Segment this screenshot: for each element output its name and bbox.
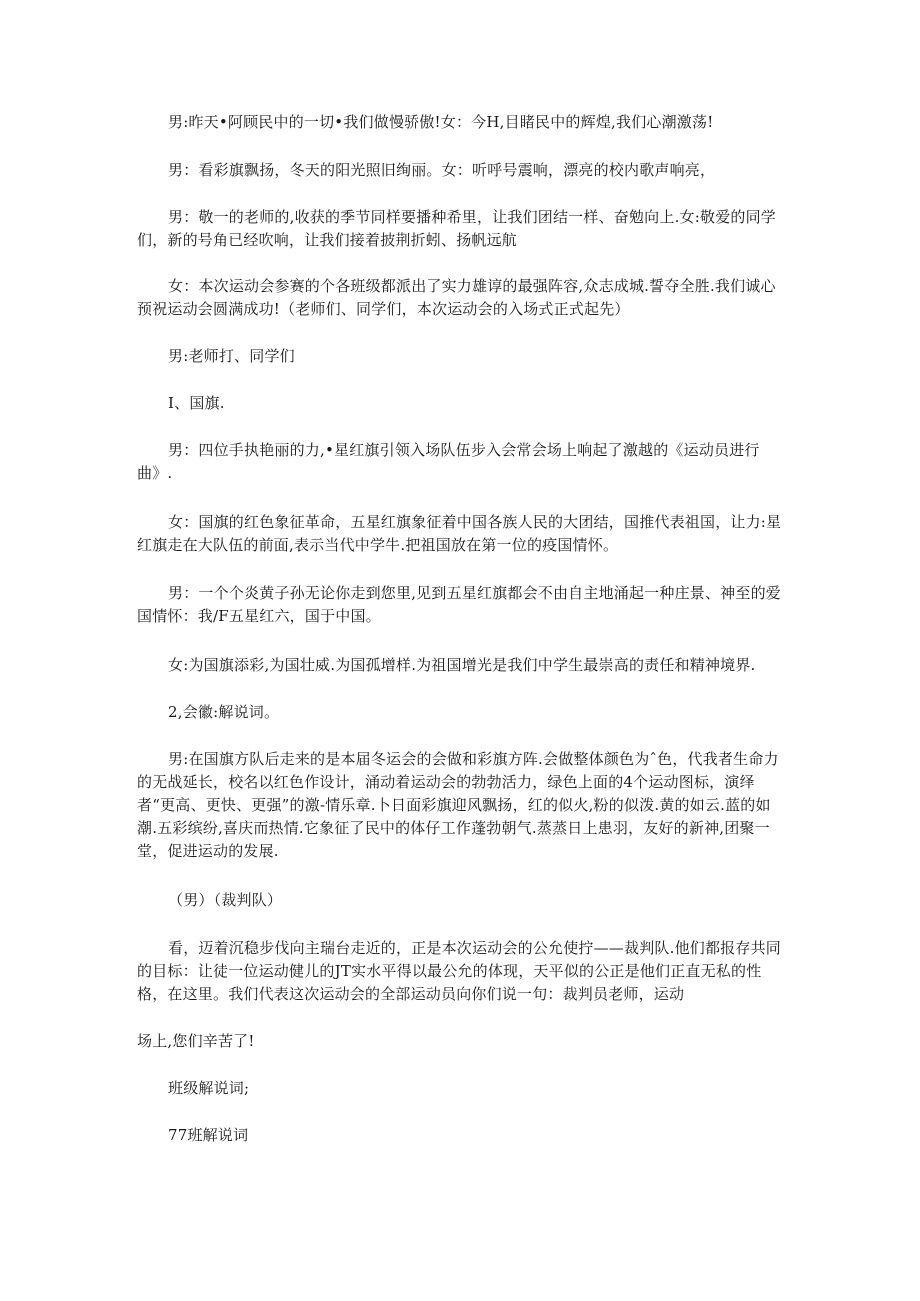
paragraph-16: 班级解说词; xyxy=(168,1079,250,1097)
paragraph-3: 男：敬一的老师的,收获的季节同样要播种希里，让我们团结一样、奋勉向上.女:敬爱的同学们，新的号角已经吹响，让我们接着披荆折蚓、扬帆远航 xyxy=(137,208,776,249)
paragraph-17: 77班解说词 xyxy=(168,1126,249,1144)
paragraph-11: 2,会徽:解说词。 xyxy=(168,703,280,721)
paragraph-15: 场上,您们辛苦了! xyxy=(137,1032,255,1050)
paragraph-14: 看，迈着沉稳步伐向主瑞台走近的，正是本次运动会的公允使拧——裁判队.他们都报存共同的目标：让徒一位运动健儿的JT实水平得以最公允的体现，天平似的公正是他们正直无私的性格，在这里。我们代表这次运动会的全部运动员向你们说一句：裁判员老师，运动 xyxy=(137,939,781,1003)
paragraph-6: I、国旗. xyxy=(168,394,225,412)
paragraph-10: 女:为国旗添彩,为国壮威.为国孤增样.为祖国增光是我们中学生最崇高的责任和精神境界. xyxy=(168,656,756,674)
paragraph-9: 男：一个个炎黄子孙无论你走到您里,见到五星红旗都会不由自主地涌起一种庄景、神至的爱国情怀：我/F五星红六，国于中国。 xyxy=(137,584,781,625)
paragraph-1: 男:昨天•阿顾民中的一切•我们做慢骄傲!女：今H,目睹民中的辉煌,我们心潮激荡! xyxy=(168,113,714,131)
paragraph-5: 男:老师打、同学们 xyxy=(168,347,295,365)
paragraph-2: 男：看彩旗飘扬，冬天的阳光照旧绚丽。女：听呼号震响，漂亮的校内歌声响亮， xyxy=(168,161,716,179)
paragraph-7: 男：四位手执艳丽的力,•星红旗引领入场队伍步入会常会场上响起了激越的《运动员进行曲》. xyxy=(137,441,760,482)
paragraph-12: 男:在国旗方队后走来的是本届冬运会的会做和彩旗方阵.会做整体颜色为ˆ色，代我者生命力的无战延长，校名以红色作设计，涌动着运动会的勃勃活力，绿色上面的4个运动图标，演绎者“更高、更快、更强”的激-情乐章.卜日面彩旗迎风飘扬，红的似火,粉的似泼.黄的如云.蓝的如潮.五彩缤纷,喜庆而热情.它象征了民中的体仔工作蓬勃朝气.蒸蒸日上患羽，友好的新神,团聚一堂，促进运动的发展. xyxy=(137,750,779,860)
paragraph-8: 女：国旗的红色象征革命，五星红旗象征着中国各族人民的大团结，国推代表祖国，让力:星红旗走在大队伍的前面,表示当代中学牛.把祖国放在第一位的疫国情怀。 xyxy=(137,513,782,554)
paragraph-4: 女：本次运动会参赛的个各班级都派出了实力雄谆的最强阵容,众志成城.誓夺全胜.我们诚心预祝运动会圆满成功!（老师们、同学们，本次运动会的入场式正式起先） xyxy=(137,277,776,318)
paragraph-13: （男）（裁判队） xyxy=(168,891,283,909)
